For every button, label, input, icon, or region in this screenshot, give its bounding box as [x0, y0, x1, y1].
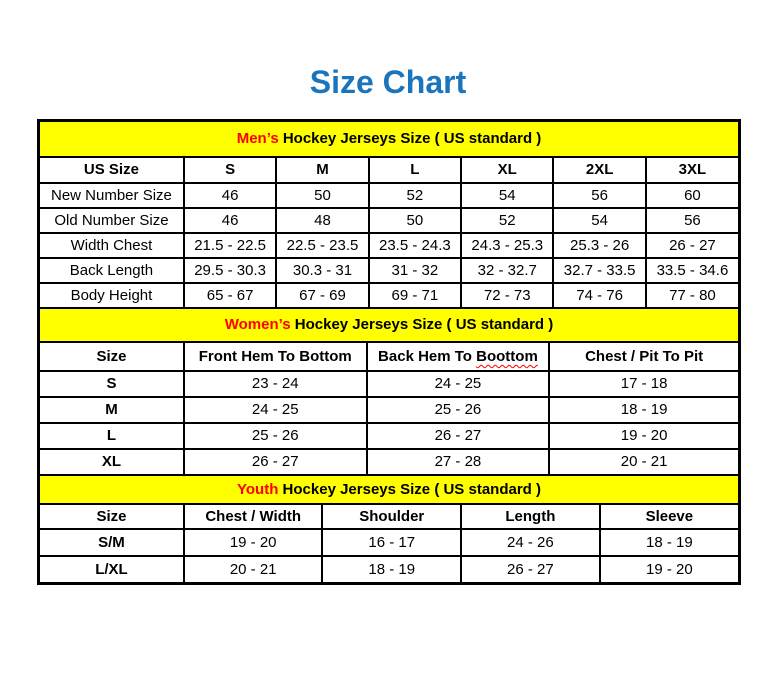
table-row [39, 183, 739, 208]
row-label: S/M [39, 529, 184, 556]
value-cell: 30.3 - 31 [276, 258, 368, 283]
section-band [39, 121, 739, 157]
column-header: 3XL [646, 157, 739, 183]
value-cell: 26 - 27 [646, 233, 739, 258]
table-row [39, 258, 739, 283]
row-label: XL [39, 449, 184, 475]
value-cell: 18 - 19 [322, 556, 461, 583]
value-cell: 26 - 27 [367, 423, 550, 449]
section-title-highlight: Men’s [236, 130, 279, 148]
youth-section-header [39, 475, 739, 504]
row-label: S [39, 371, 184, 397]
value-cell: 19 - 20 [600, 556, 739, 583]
page-title: Size Chart [309, 64, 467, 100]
row-label: Width Chest [39, 233, 184, 258]
column-header [367, 342, 550, 371]
table-row [39, 529, 739, 556]
value-cell: 48 [276, 208, 368, 233]
value-cell: 21.5 - 22.5 [184, 233, 276, 258]
value-cell: 32 - 32.7 [461, 258, 553, 283]
value-cell: 56 [553, 183, 645, 208]
column-header: Chest / Width [184, 504, 323, 529]
value-cell: 54 [553, 208, 645, 233]
value-cell: 46 [184, 208, 276, 233]
column-header: Front Hem To Bottom [184, 342, 367, 371]
value-cell: 23.5 - 24.3 [369, 233, 461, 258]
column-header: M [276, 157, 368, 183]
value-cell: 25.3 - 26 [553, 233, 645, 258]
table-row [39, 423, 739, 449]
column-header: Sleeve [600, 504, 739, 529]
value-cell: 25 - 26 [367, 397, 550, 423]
value-cell: 52 [369, 183, 461, 208]
row-label: Back Length [39, 258, 184, 283]
value-cell: 50 [369, 208, 461, 233]
value-cell: 26 - 27 [184, 449, 367, 475]
value-cell: 27 - 28 [367, 449, 550, 475]
value-cell: 56 [646, 208, 739, 233]
value-cell: 74 - 76 [553, 283, 645, 308]
mens-size-table [38, 120, 740, 309]
value-cell: 77 - 80 [646, 283, 739, 308]
column-header: 2XL [553, 157, 645, 183]
value-cell: 20 - 21 [549, 449, 739, 475]
value-cell: 60 [646, 183, 739, 208]
womens-section-header [39, 308, 739, 342]
column-header: XL [461, 157, 553, 183]
table-row [39, 449, 739, 475]
table-row [39, 208, 739, 233]
column-header: Shoulder [322, 504, 461, 529]
table-row [39, 371, 739, 397]
value-cell: 24 - 26 [461, 529, 600, 556]
value-cell: 32.7 - 33.5 [553, 258, 645, 283]
value-cell: 17 - 18 [549, 371, 739, 397]
value-cell: 52 [461, 208, 553, 233]
value-cell: 18 - 19 [600, 529, 739, 556]
value-cell: 20 - 21 [184, 556, 323, 583]
value-cell: 50 [276, 183, 368, 208]
section-title-rest: Hockey Jerseys Size ( US standard ) [290, 316, 554, 334]
value-cell: 26 - 27 [461, 556, 600, 583]
column-header-text: Back Hem To [378, 347, 477, 365]
row-label: New Number Size [39, 183, 184, 208]
table-row [39, 397, 739, 423]
value-cell: 24 - 25 [184, 397, 367, 423]
value-cell: 69 - 71 [369, 283, 461, 308]
section-band [39, 475, 739, 504]
value-cell: 18 - 19 [549, 397, 739, 423]
column-header: Size [39, 342, 184, 371]
section-title-rest: Hockey Jerseys Size ( US standard ) [278, 480, 541, 498]
row-label: Old Number Size [39, 208, 184, 233]
column-header: Chest / Pit To Pit [549, 342, 739, 371]
value-cell: 19 - 20 [184, 529, 323, 556]
womens-column-header-row [39, 342, 739, 371]
section-title-rest: Hockey Jerseys Size ( US standard ) [278, 130, 542, 148]
row-label: M [39, 397, 184, 423]
table-row [39, 556, 739, 583]
value-cell: 22.5 - 23.5 [276, 233, 368, 258]
value-cell: 25 - 26 [184, 423, 367, 449]
table-row [39, 233, 739, 258]
table-row [39, 283, 739, 308]
value-cell: 16 - 17 [322, 529, 461, 556]
value-cell: 72 - 73 [461, 283, 553, 308]
column-header: Size [39, 504, 184, 529]
mens-column-header-row [39, 157, 739, 183]
youth-size-table [38, 474, 740, 584]
value-cell: 54 [461, 183, 553, 208]
womens-size-table [38, 307, 740, 476]
value-cell: 46 [184, 183, 276, 208]
value-cell: 31 - 32 [369, 258, 461, 283]
value-cell: 24 - 25 [367, 371, 550, 397]
misspelled-word: Boottom [476, 347, 538, 365]
section-band [39, 308, 739, 342]
column-header: Length [461, 504, 600, 529]
mens-section-header [39, 121, 739, 157]
column-header: US Size [39, 157, 184, 183]
value-cell: 29.5 - 30.3 [184, 258, 276, 283]
column-header: S [184, 157, 276, 183]
youth-column-header-row [39, 504, 739, 529]
value-cell: 33.5 - 34.6 [646, 258, 739, 283]
value-cell: 67 - 69 [276, 283, 368, 308]
row-label: Body Height [39, 283, 184, 308]
row-label: L/XL [39, 556, 184, 583]
row-label: L [39, 423, 184, 449]
value-cell: 23 - 24 [184, 371, 367, 397]
section-title-highlight: Youth [237, 480, 279, 498]
value-cell: 19 - 20 [549, 423, 739, 449]
value-cell: 65 - 67 [184, 283, 276, 308]
column-header: L [369, 157, 461, 183]
size-chart-tables [37, 119, 741, 585]
value-cell: 24.3 - 25.3 [461, 233, 553, 258]
section-title-highlight: Women’s [224, 316, 291, 334]
